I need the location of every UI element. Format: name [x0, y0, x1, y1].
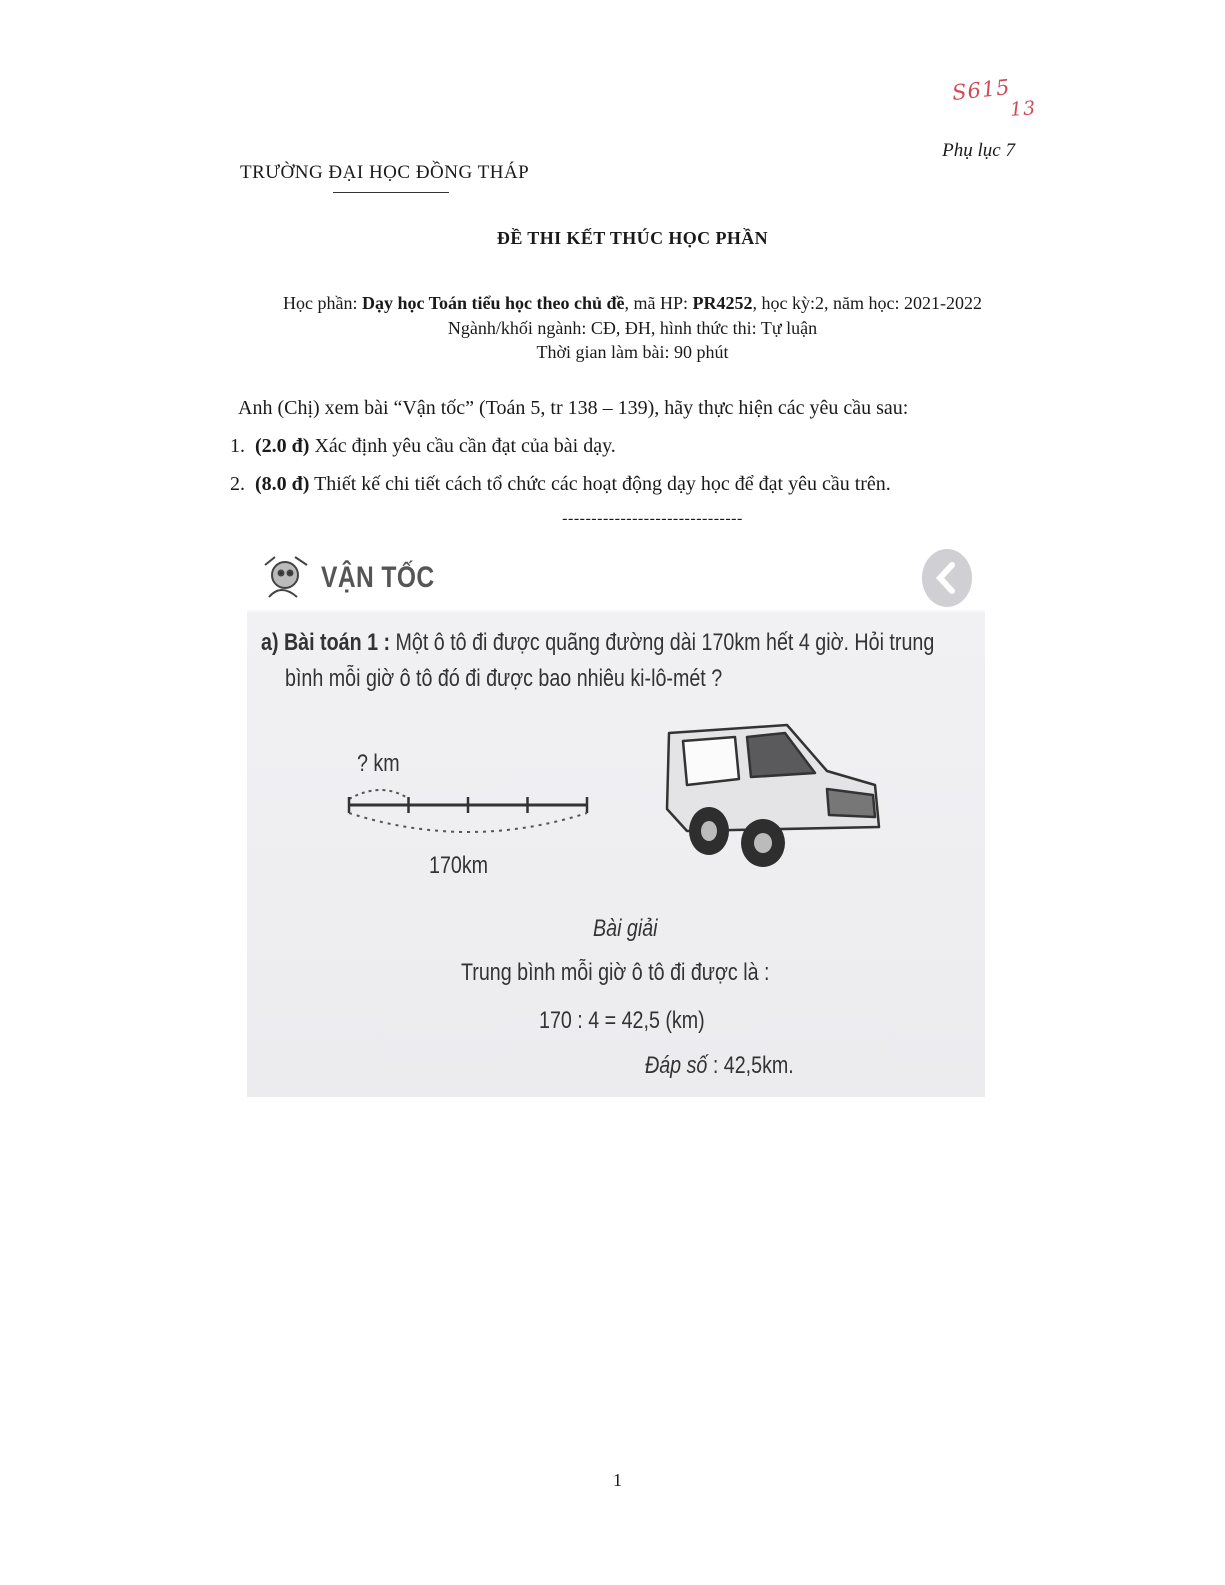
course-name: Dạy học Toán tiểu học theo chủ đề	[361, 293, 625, 313]
requirement-number: 1.	[230, 435, 245, 457]
exam-title: ĐỀ THI KẾT THÚC HỌC PHẦN	[496, 228, 769, 248]
solution-title: Bài giải	[593, 915, 658, 942]
school-name: TRƯỜNG ĐẠI HỌC ĐỒNG THÁP	[240, 162, 530, 183]
requirement-points: (8.0 đ)	[255, 473, 310, 495]
requirement-number: 2.	[230, 473, 245, 495]
requirement-text: Thiết kế chi tiết cách tổ chức các hoạt động dạy học để đạt yêu cầu trên.	[309, 473, 891, 495]
solution-calculation: 170 : 4 = 42,5 (km)	[539, 1007, 705, 1034]
unknown-brace	[349, 790, 409, 799]
problem-text: Một ô tô đi được quãng đường dài 170km hết 4 giờ. Hỏi trung	[390, 629, 935, 656]
solution-statement: Trung bình mỗi giờ ô tô đi được là :	[461, 959, 770, 986]
prompt-intro: Anh (Chị) xem bài “Vận tốc” (Toán 5, tr 138 – 139), hãy thực hiện các yêu cầu sau:	[238, 397, 909, 419]
textbook-excerpt	[247, 537, 985, 1097]
problem-label: a) Bài toán 1 :	[261, 629, 391, 656]
separator-line: -------------------------------	[562, 510, 743, 527]
solution-answer	[645, 1052, 794, 1080]
problem-line-1	[261, 629, 934, 657]
lesson-title: VẬN TỐC	[321, 561, 435, 594]
major-line: Ngành/khối ngành: CĐ, ĐH, hình thức thi: Tự luận	[447, 318, 818, 338]
total-brace	[349, 813, 587, 832]
appendix-label: Phụ lục 7	[942, 140, 1015, 161]
requirement-item	[230, 473, 891, 496]
car-illustration	[647, 719, 887, 869]
handwritten-note: S615	[950, 75, 1012, 105]
requirement-text: Xác định yêu cầu cần đạt của bài dạy.	[309, 435, 616, 457]
course-code-prefix: , mã HP:	[624, 293, 693, 313]
answer-label: Đáp số	[645, 1052, 708, 1079]
back-chevron-icon[interactable]	[920, 547, 974, 609]
answer-value: : 42,5km.	[707, 1052, 794, 1079]
requirement-points: (2.0 đ)	[255, 435, 310, 457]
handwritten-score: 13	[1009, 97, 1037, 121]
diagram-unknown-label: ? km	[357, 750, 400, 777]
problem-line-2: bình mỗi giờ ô tô đó đi được bao nhiêu ki-lô-mét ?	[285, 665, 723, 692]
school-underline	[333, 192, 449, 193]
course-term: , học kỳ:2, năm học: 2021-2022	[752, 293, 982, 313]
course-code: PR4252	[692, 293, 753, 313]
diagram-total-label: 170km	[429, 852, 489, 879]
time-line: Thời gian làm bài: 90 phút	[536, 342, 729, 362]
page-number: 1	[613, 1470, 622, 1490]
course-prefix: Học phần:	[282, 293, 362, 313]
course-info-line	[0, 293, 1225, 314]
requirement-item	[230, 435, 616, 458]
